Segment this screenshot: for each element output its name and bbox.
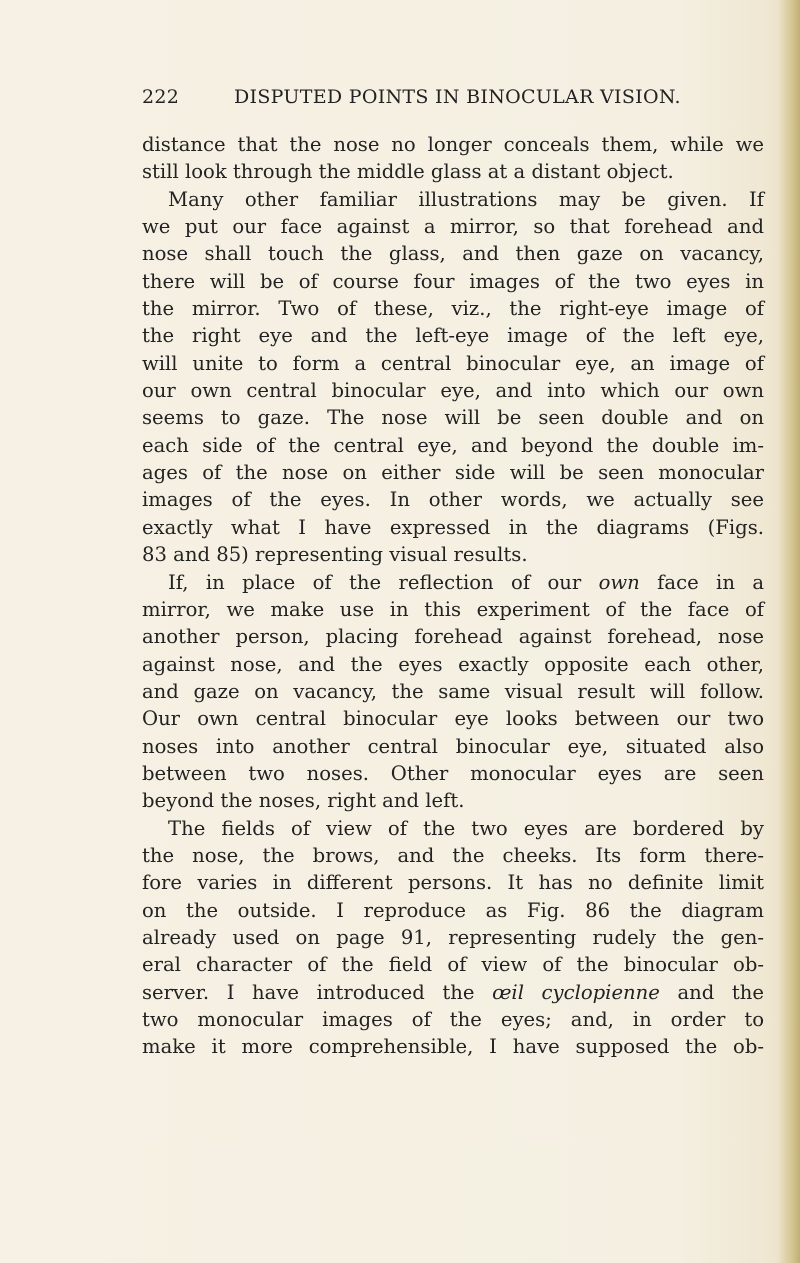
text-line: the nose, the brows, and the cheeks. Its form there- bbox=[142, 843, 764, 867]
text-line: mirror, we make use in this experiment of the face of bbox=[142, 597, 764, 621]
text-line: noses into another central binocular eye, situated also bbox=[142, 734, 764, 758]
text-line: will unite to form a central binocular eye, an image of bbox=[142, 351, 764, 375]
text-line: Many other familiar illustrations may be given. If bbox=[168, 187, 764, 211]
text-line: on the outside. I reproduce as Fig. 86 the diagram bbox=[142, 898, 764, 922]
text-line: server. I have introduced the œil cyclopienne and the bbox=[142, 980, 764, 1004]
text-line: The fields of view of the two eyes are bordered by bbox=[168, 816, 764, 840]
text-line: and gaze on vacancy, the same visual result will follow. bbox=[142, 679, 764, 703]
text-line: the mirror. Two of these, viz., the right-eye image of bbox=[142, 297, 764, 321]
text-line: there will be of course four images of the two eyes in bbox=[142, 269, 764, 293]
text-line: eral character of the field of view of the binocular ob- bbox=[142, 953, 764, 977]
text-line: we put our face against a mirror, so that forehead and bbox=[142, 215, 764, 239]
text-line: between two noses. Other monocular eyes are seen bbox=[142, 761, 764, 785]
text-line: against nose, and the eyes exactly opposite each other, bbox=[142, 652, 764, 676]
text-line: If, in place of the reflection of our own face in a bbox=[168, 570, 764, 594]
text-line: another person, placing forehead against forehead, nose bbox=[142, 625, 764, 649]
text-line: each side of the central eye, and beyond the double im- bbox=[142, 433, 764, 457]
emphasis-text: œil cyclopienne bbox=[492, 980, 660, 1004]
text-line: our own central binocular eye, and into which our own bbox=[142, 379, 764, 403]
text-line: Our own central binocular eye looks between our two bbox=[142, 707, 764, 731]
text-line: already used on page 91, representing rudely the gen- bbox=[142, 925, 764, 949]
text-line: still look through the middle glass at a distant object. bbox=[142, 160, 674, 184]
text-line: ages of the nose on either side will be seen monocular bbox=[142, 461, 764, 485]
text-line: fore varies in different persons. It has no definite limit bbox=[142, 871, 764, 895]
text-line: images of the eyes. In other words, we actually see bbox=[142, 488, 764, 512]
text-line: 83 and 85) representing visual results. bbox=[142, 543, 528, 567]
text-line: distance that the nose no longer conceals them, while we bbox=[142, 133, 764, 156]
page-number: 222 bbox=[142, 86, 180, 108]
body-text bbox=[142, 131, 764, 1061]
text-line: beyond the noses, right and left. bbox=[142, 789, 465, 813]
text-line: exactly what I have expressed in the diagrams (Figs. bbox=[142, 515, 764, 539]
running-title: DISPUTED POINTS IN BINOCULAR VISION. bbox=[234, 86, 681, 108]
text-line: nose shall touch the glass, and then gaze on vacancy, bbox=[142, 242, 764, 266]
emphasis-text: own bbox=[598, 570, 640, 594]
page-edge-shadow bbox=[778, 0, 800, 1263]
text-line: the right eye and the left-eye image of the left eye, bbox=[142, 324, 764, 348]
running-header bbox=[142, 86, 762, 116]
text-line: two monocular images of the eyes; and, in order to bbox=[142, 1008, 764, 1031]
text-line: seems to gaze. The nose will be seen double and on bbox=[142, 406, 764, 430]
text-line: make it more comprehensible, I have supposed the ob- bbox=[142, 1035, 764, 1059]
